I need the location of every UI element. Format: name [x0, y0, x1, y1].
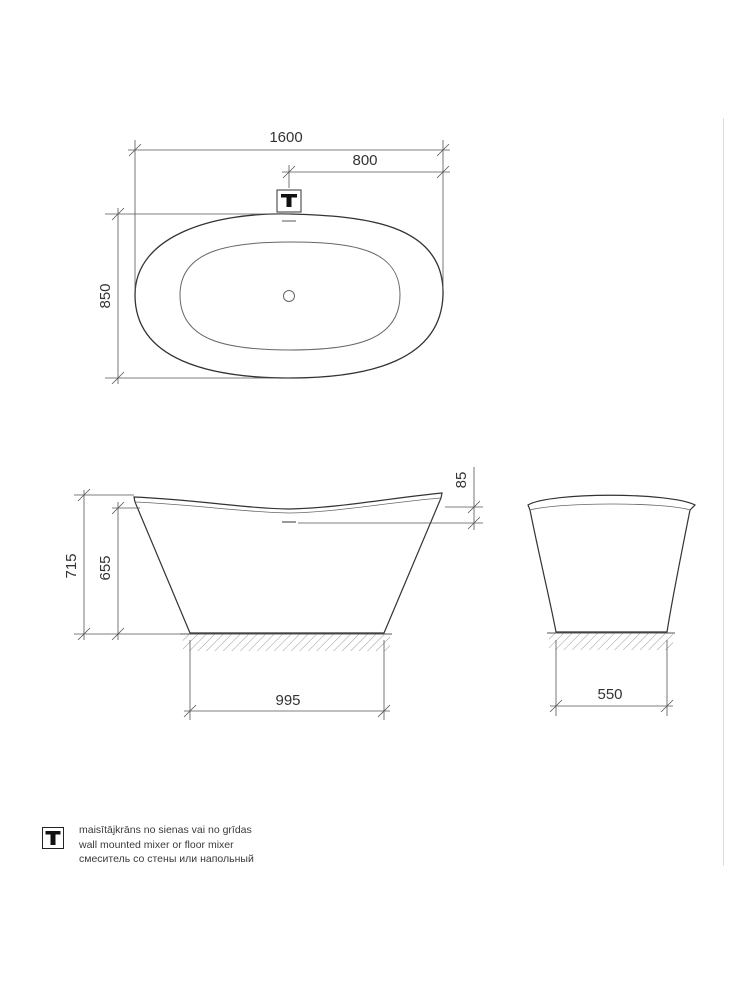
dim-rim-drop: 85 — [453, 471, 470, 489]
tub-end-profile — [528, 495, 695, 632]
top-dimensions — [105, 140, 450, 384]
dim-total-height: 715 — [63, 553, 80, 579]
dim-base-length: 995 — [275, 692, 301, 709]
dim-end-width: 550 — [597, 686, 623, 703]
tub-side-profile — [134, 493, 442, 633]
dim-top-width: 1600 — [269, 129, 303, 146]
drain-hole — [284, 291, 295, 302]
end-dimensions — [550, 640, 673, 716]
legend-text-lv: maisītājkrāns no sienas vai no grīdas — [79, 824, 252, 836]
side-view — [134, 493, 442, 651]
tub-inner-basin — [180, 242, 400, 350]
top-view — [135, 214, 443, 378]
side-dimensions — [74, 467, 483, 720]
legend-mixer-icon — [42, 827, 64, 849]
legend-text-en: wall mounted mixer or floor mixer — [79, 838, 234, 851]
dim-top-depth: 850 — [97, 283, 114, 309]
legend-text-ru: смеситель со стены или напольный — [79, 853, 254, 865]
mixer-tap-icon — [277, 190, 301, 212]
tub-outer-rim — [135, 214, 443, 378]
legend — [79, 823, 254, 867]
page-edge-rule — [723, 118, 724, 866]
floor-hatch-end — [549, 633, 673, 650]
floor-hatch-side — [183, 634, 390, 651]
dim-inner-height: 655 — [97, 555, 114, 581]
dim-mixer-offset: 800 — [352, 152, 378, 169]
end-view — [528, 495, 695, 650]
